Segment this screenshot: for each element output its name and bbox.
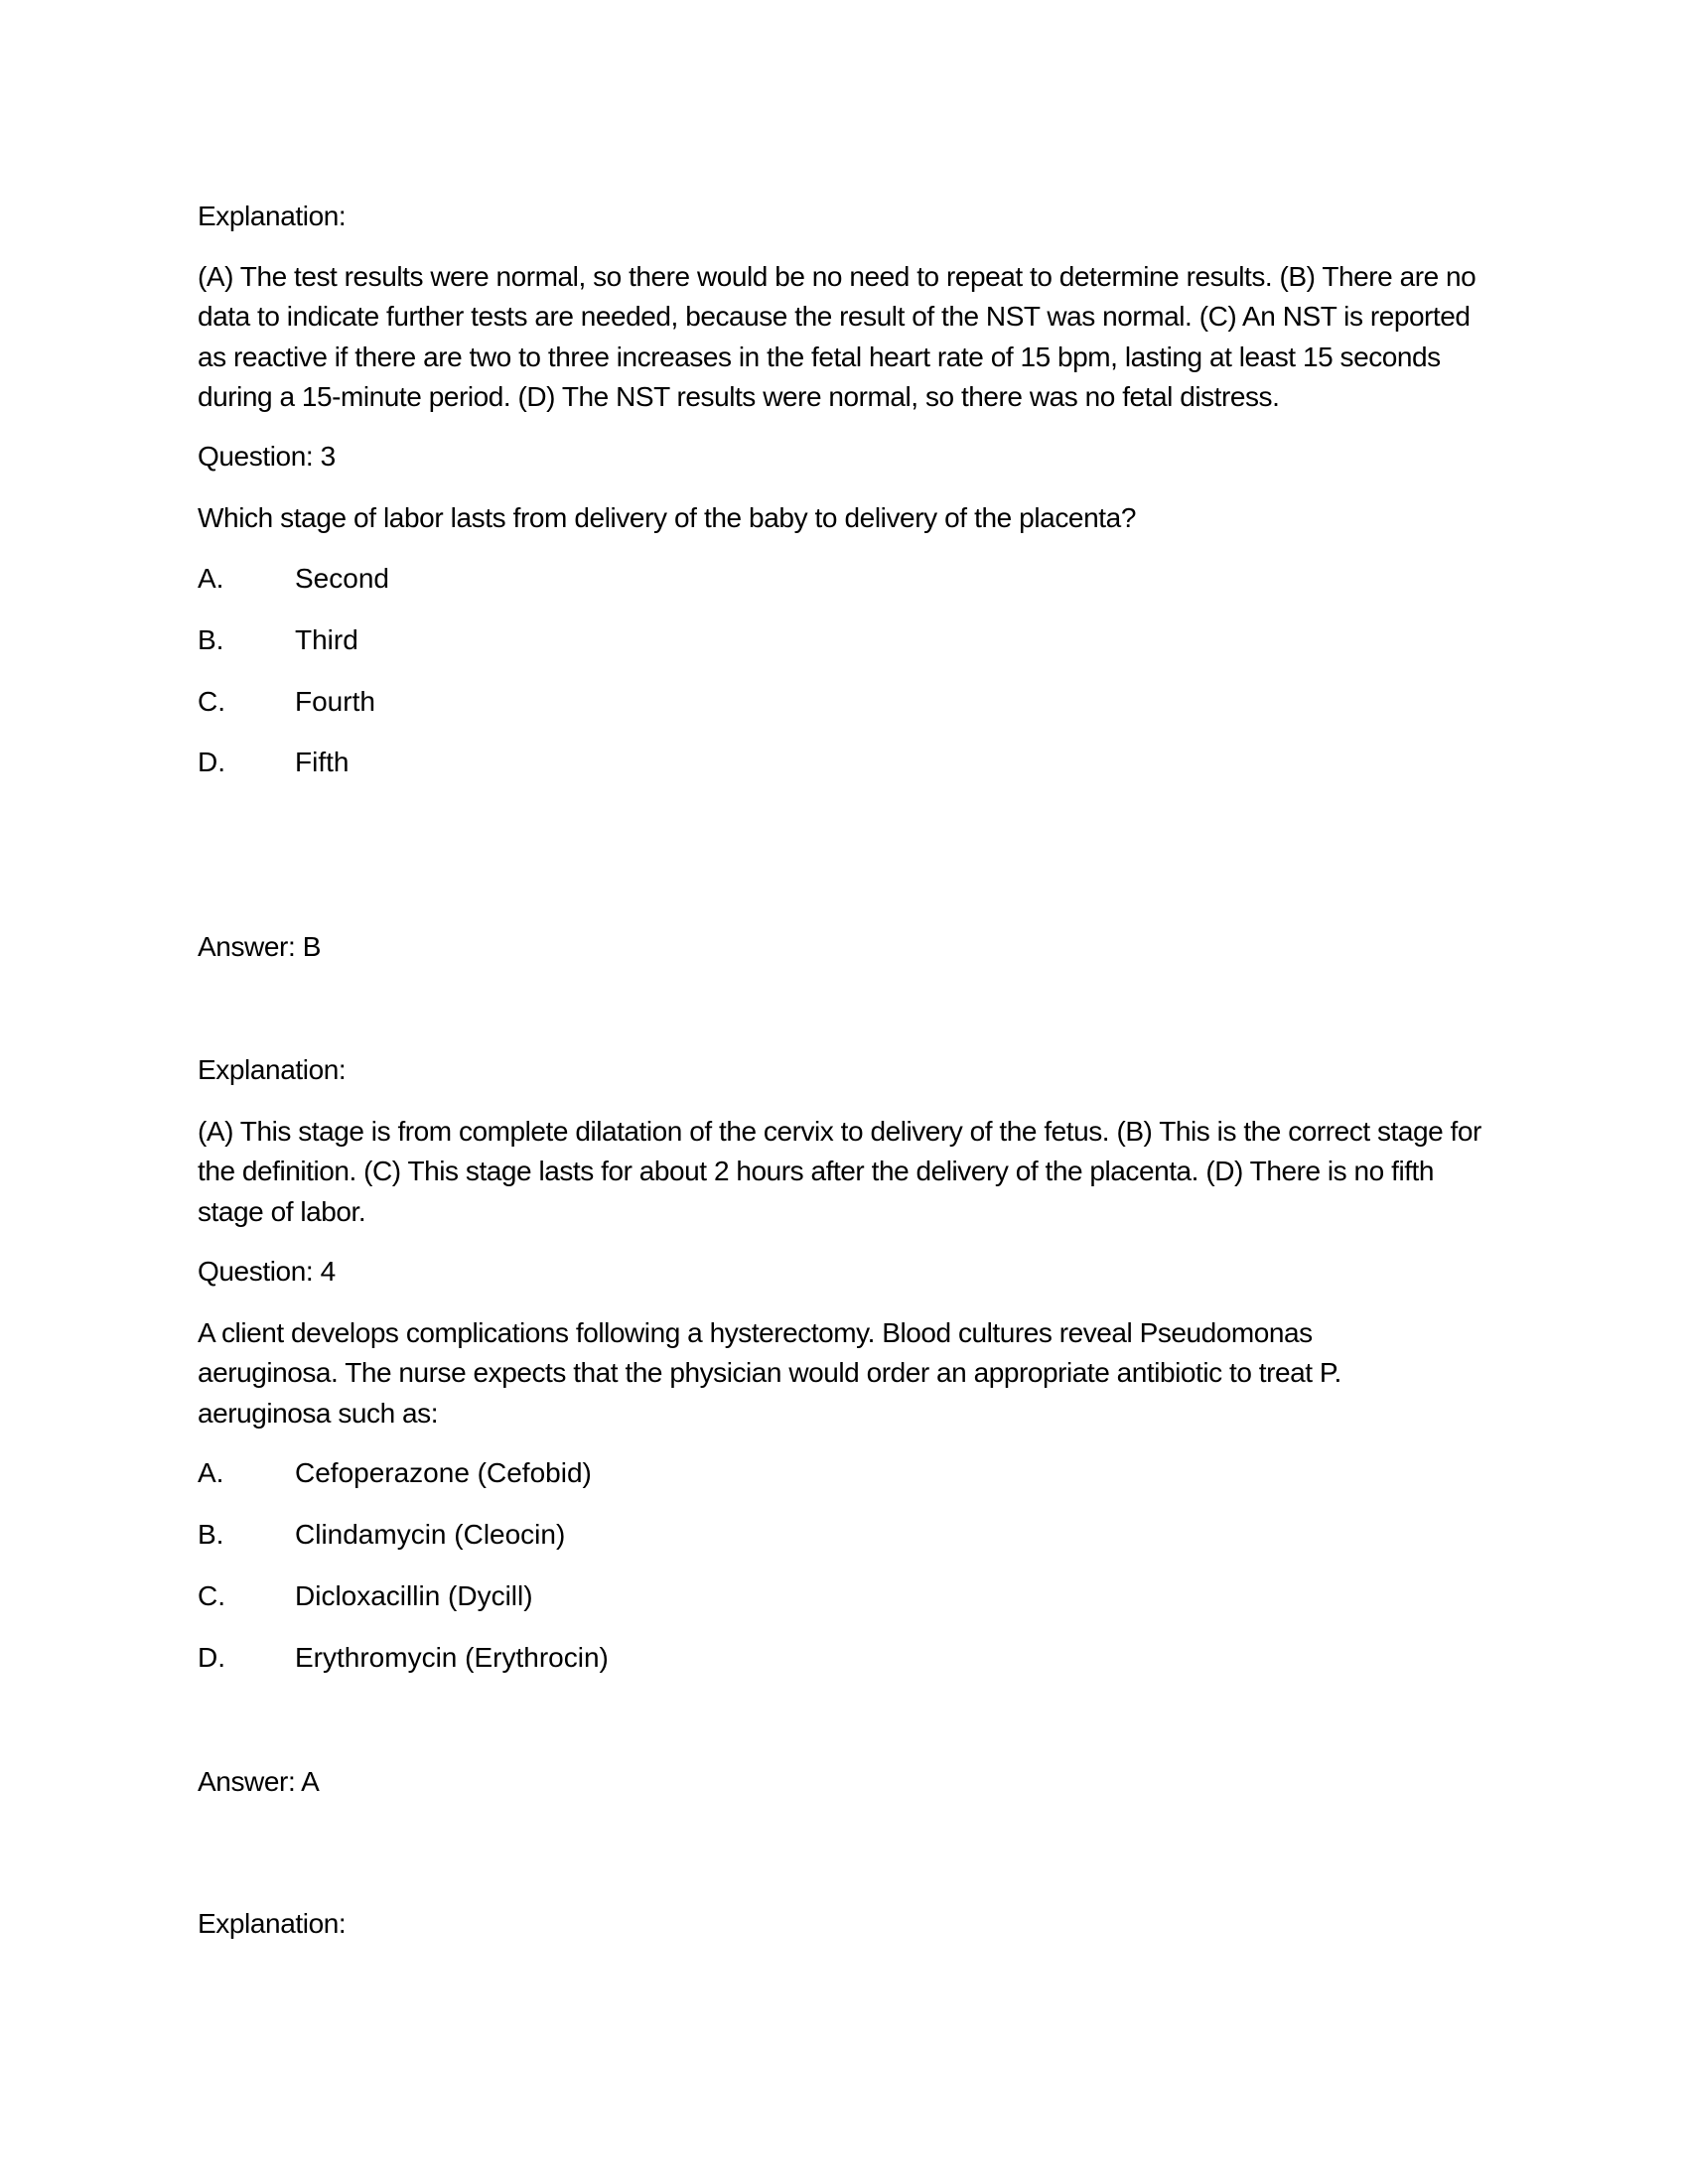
option-text: Third: [295, 624, 358, 655]
question-label: Question: 4: [198, 1256, 336, 1287]
explanation-text: (A) This stage is from complete dilatation of the cervix to delivery of the fetus. (B) This is the correct stage for the definition. (C) This stage lasts for about 2 hours after the delivery of the placenta. (D) There is no fifth stage of labor.: [198, 1116, 1481, 1227]
option-letter: B.: [198, 1519, 224, 1550]
option-letter: B.: [198, 624, 224, 655]
option-text: Clindamycin (Cleocin): [295, 1519, 566, 1550]
option-text: Fifth: [295, 747, 350, 777]
option-d: [198, 743, 349, 782]
option-letter: A.: [198, 563, 224, 594]
option-text: Fourth: [295, 686, 375, 717]
question-text: A client develops complications following a hysterectomy. Blood cultures reveal Pseudomonas aeruginosa. The nurse expects that the physician would order an appropriate antibiotic to treat P. aeruginosa such as:: [198, 1317, 1341, 1429]
option-text: Cefoperazone (Cefobid): [295, 1457, 592, 1488]
option-text: Dicloxacillin (Dycill): [295, 1580, 533, 1611]
answer-text: Answer: B: [198, 931, 321, 962]
option-text: Second: [295, 563, 389, 594]
option-a: [198, 1453, 592, 1493]
question-label: Question: 3: [198, 441, 336, 472]
option-letter: D.: [198, 1642, 225, 1673]
option-letter: C.: [198, 1580, 225, 1611]
explanation-label: Explanation:: [198, 1054, 347, 1085]
explanation-label: Explanation:: [198, 201, 347, 231]
option-letter: D.: [198, 747, 225, 777]
explanation-text: (A) The test results were normal, so there would be no need to repeat to determine results. (B) There are no data to indicate further tests are needed, because the result of the NST was normal. (C) An NST is reported as reactive if there are two to three increases in the fetal heart rate of 15 bpm, lasting at least 15 seconds during a 15-minute period. (D) The NST results were normal, so there was no fetal distress.: [198, 261, 1477, 412]
question-text: Which stage of labor lasts from delivery of the baby to delivery of the placenta?: [198, 502, 1137, 533]
option-b: [198, 620, 358, 660]
explanation-label: Explanation:: [198, 1908, 347, 1939]
option-letter: C.: [198, 686, 225, 717]
option-b: [198, 1515, 565, 1555]
option-d: [198, 1638, 609, 1678]
option-text: Erythromycin (Erythrocin): [295, 1642, 609, 1673]
option-letter: A.: [198, 1457, 224, 1488]
answer-text: Answer: A: [198, 1766, 320, 1797]
option-a: [198, 559, 389, 599]
option-c: [198, 1576, 533, 1616]
option-c: [198, 682, 375, 722]
